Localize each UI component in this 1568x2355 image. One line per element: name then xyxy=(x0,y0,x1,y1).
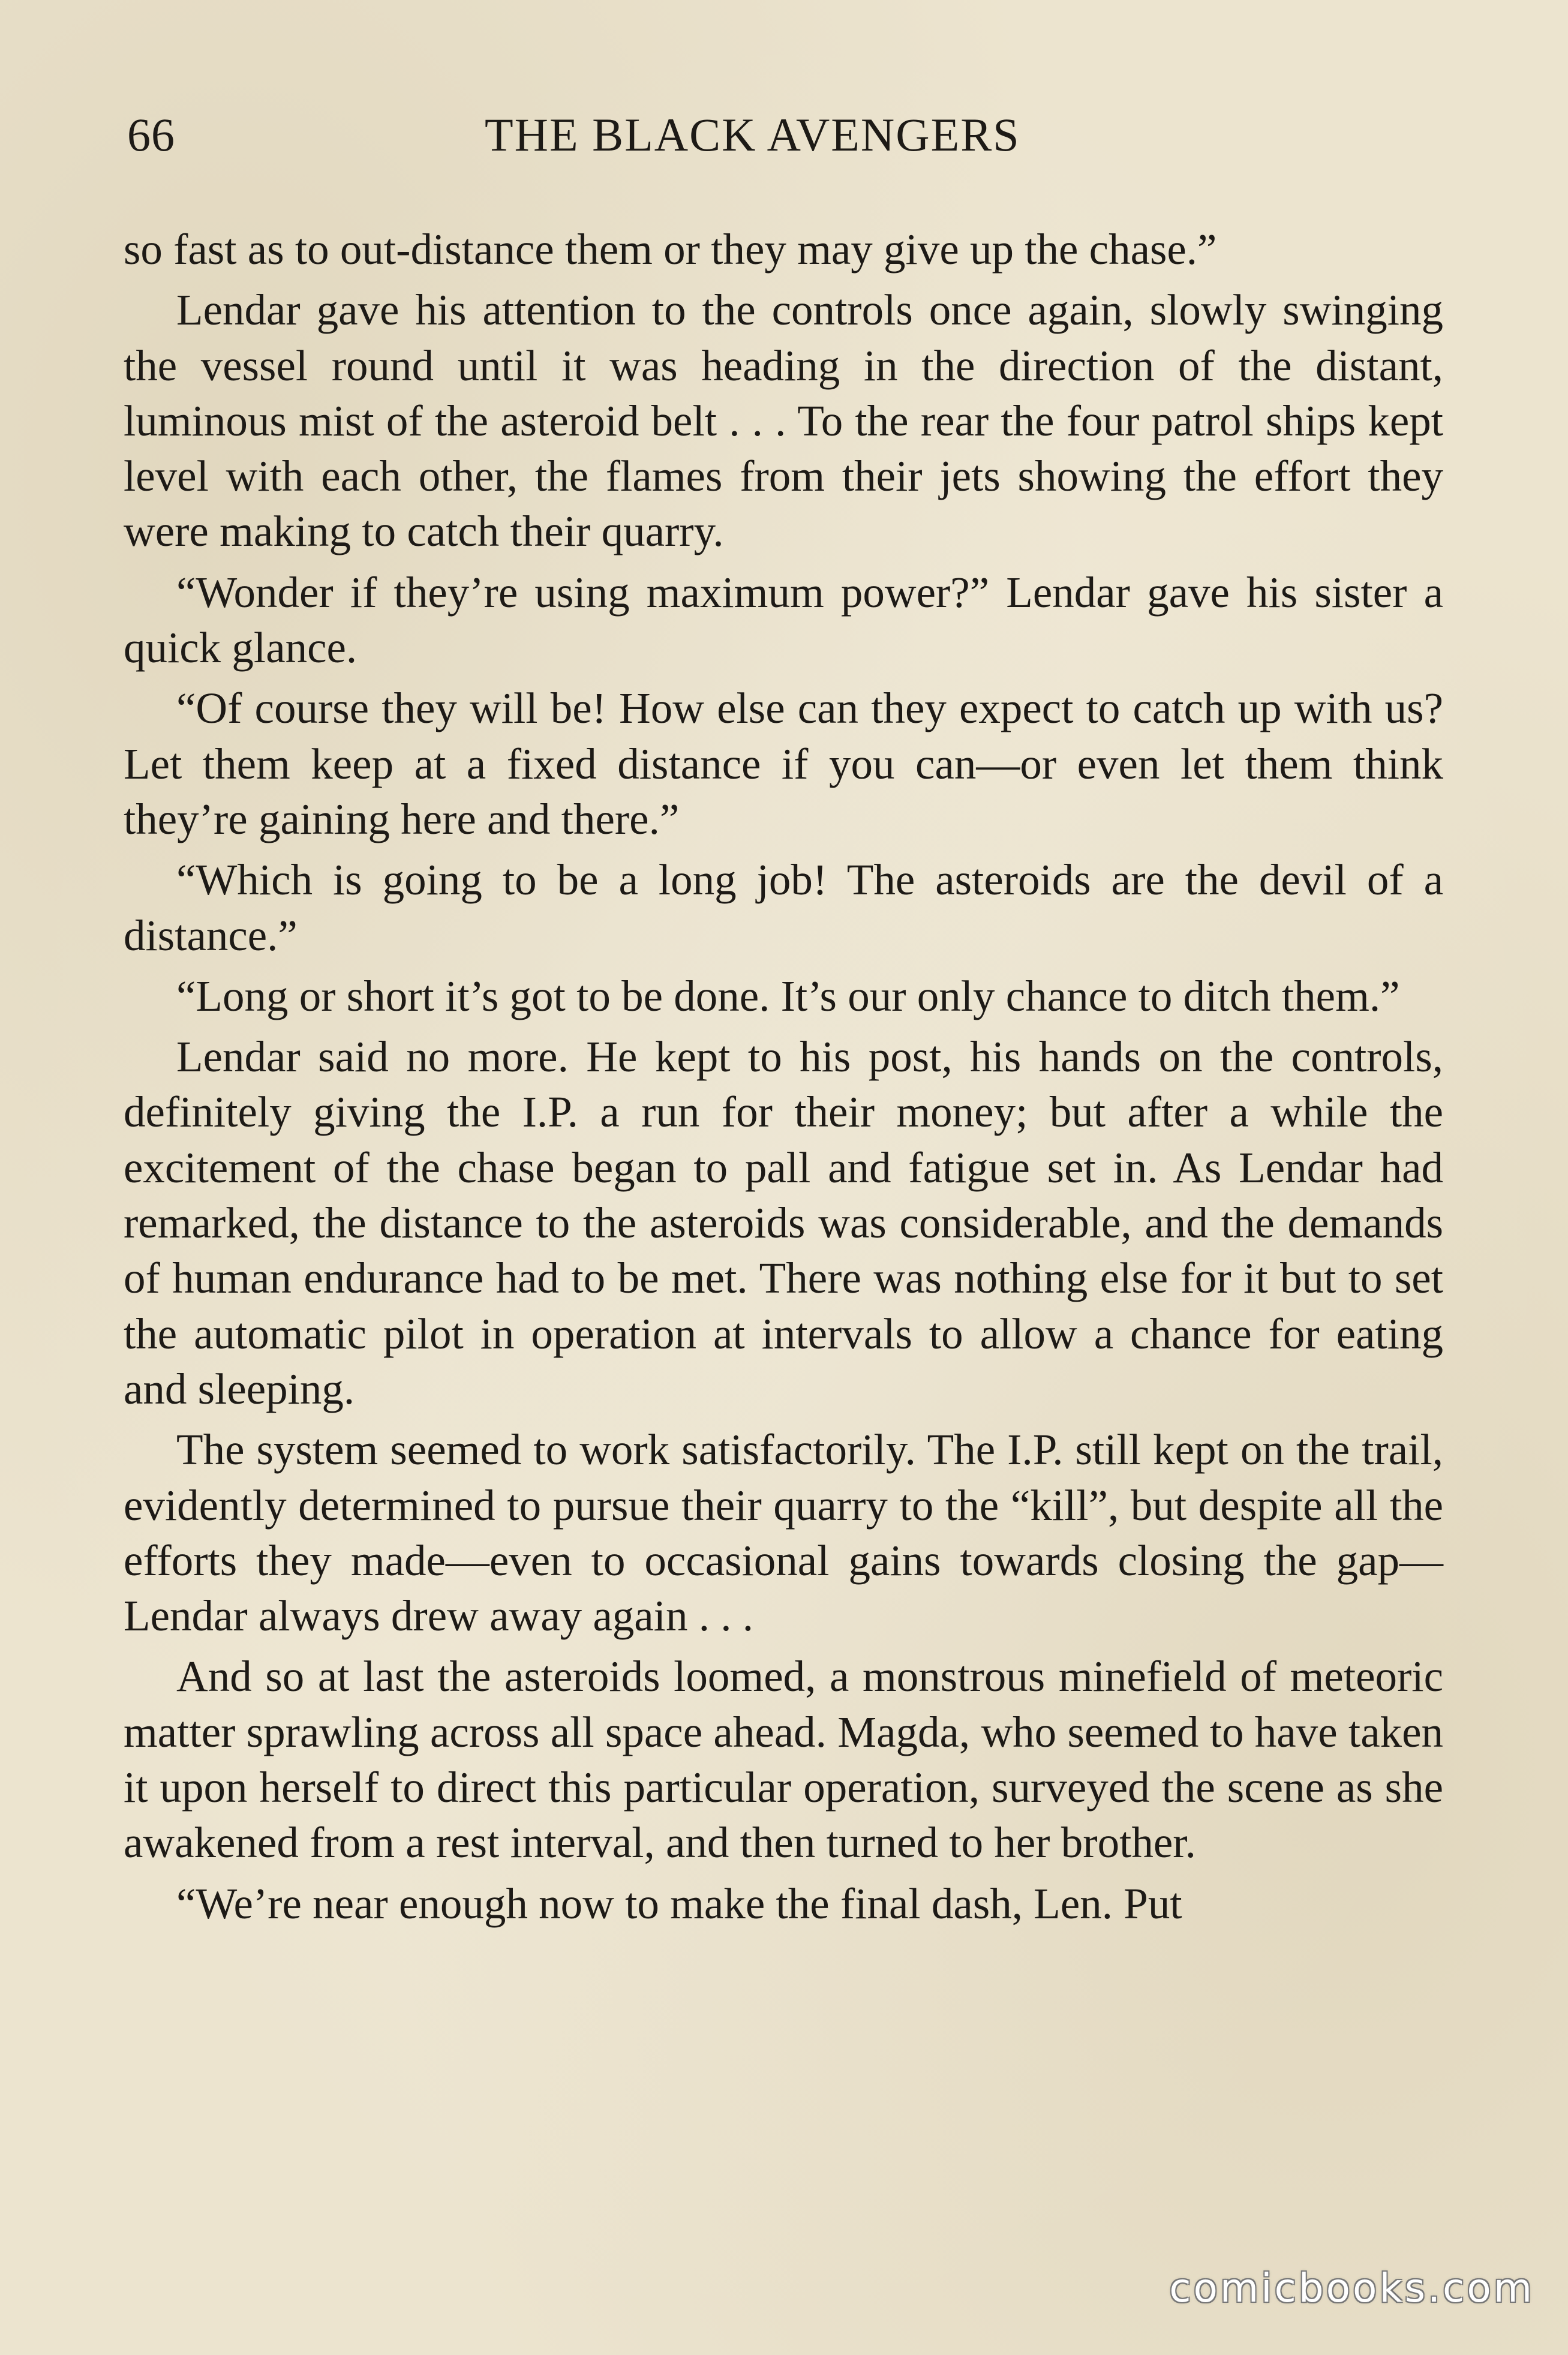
running-head-title: THE BLACK AVENGERS xyxy=(485,109,1020,161)
paragraph: And so at last the asteroids loomed, a monstrous minefield of meteoric matter sprawling across all space ahead. Magda, who seemed to have taken it upon herself to direct this particular operation, surveyed the scene as she awakened from a rest interval, and then turned to her brother. xyxy=(124,1652,1443,1867)
page-header xyxy=(0,102,1568,168)
paragraph: The system seemed to work satisfactorily. The I.P. still kept on the trail, evidently determined to pursue their quarry to the “kill”, but despite all the efforts they made—even to occasional gains towards closing the gap—Lendar always drew away again . . . xyxy=(124,1425,1443,1641)
site-watermark: comicbooks.com xyxy=(1169,2265,1534,2311)
paragraph: “Long or short it’s got to be done. It’s our only chance to ditch them.” xyxy=(176,971,1400,1020)
paragraph: Lendar gave his attention to the controls once again, slowly swinging the vessel round until it was heading in the direction of the distant, luminous mist of the asteroid belt . . . To the rear the four patrol ships kept level with each other, the flames from their jets showing the effort they were making to catch their quarry. xyxy=(124,286,1443,556)
body-text xyxy=(124,222,1443,1937)
page-number: 66 xyxy=(127,109,175,161)
paragraph: Lendar said no more. He kept to his post, his hands on the controls, definitely giving the I.P. a run for their money; but after a while the excitement of the chase began to pall and fatigue set in. As Lendar had remarked, the distance to the asteroids was considerable, and the demands of human endurance had to be met. There was nothing else for it but to set the automatic pilot in operation at intervals to allow a chance for eating and sleeping. xyxy=(124,1032,1443,1413)
paragraph: “Wonder if they’re using maximum power?” Lendar gave his sister a quick glance. xyxy=(124,567,1443,672)
paragraph: “Of course they will be! How else can they expect to catch up with us? Let them keep at a fixed distance if you can—or even let them think they’re gaining here and there.” xyxy=(124,684,1443,843)
paragraph: “Which is going to be a long job! The asteroids are the devil of a distance.” xyxy=(124,855,1443,960)
paragraph-final-line: “We’re near enough now to make the final dash, Len. Put xyxy=(176,1879,1182,1928)
paragraph-continuation: so fast as to out-distance them or they may give up the chase.” xyxy=(124,225,1217,274)
